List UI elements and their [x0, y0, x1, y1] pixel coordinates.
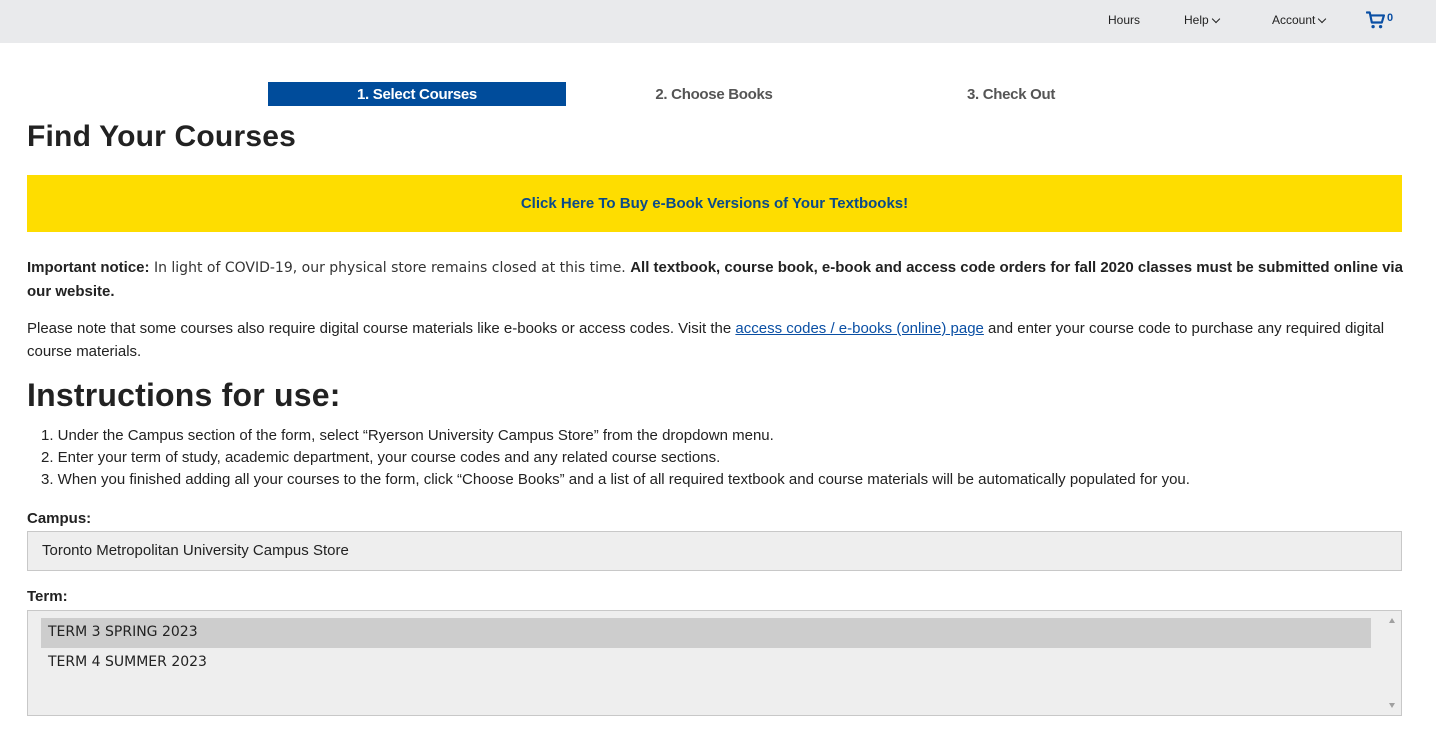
- instruction-item: 2. Enter your term of study, academic department, your course codes and any related course sections.: [41, 449, 721, 466]
- digital-materials-note: [27, 317, 1412, 363]
- scroll-up-arrow-icon[interactable]: [1389, 618, 1395, 623]
- term-option-spring-2023[interactable]: TERM 3 SPRING 2023: [41, 618, 1371, 648]
- account-menu[interactable]: [1272, 13, 1325, 27]
- step-select-courses: 1. Select Courses: [268, 82, 566, 106]
- campus-label: Campus:: [27, 510, 92, 527]
- help-menu[interactable]: [1184, 13, 1219, 27]
- notice-bold-text: All textbook, course book, e-book and access code orders for fall 2020 classes must be submitted online via our website.: [27, 259, 1403, 300]
- cart-button[interactable]: [1366, 10, 1393, 30]
- chevron-down-icon: [1318, 14, 1326, 22]
- cart-count: 0: [1387, 12, 1394, 24]
- ebook-promo-link[interactable]: Click Here To Buy e-Book Versions of Your Textbooks!: [520, 195, 909, 212]
- term-listbox[interactable]: [27, 610, 1402, 716]
- campus-select[interactable]: Toronto Metropolitan University Campus Store: [27, 531, 1402, 571]
- hours-label: Hours: [1108, 13, 1141, 27]
- term-label: Term:: [27, 588, 68, 605]
- instructions-title: Instructions for use:: [27, 377, 341, 413]
- ebook-promo-banner[interactable]: [27, 175, 1402, 232]
- step-check-out: 3. Check Out: [966, 85, 1056, 103]
- covid-notice: [27, 256, 1412, 303]
- page-title: Find Your Courses: [27, 120, 296, 153]
- scroll-down-arrow-icon[interactable]: [1389, 703, 1395, 708]
- instruction-item: 3. When you finished adding all your courses to the form, click “Choose Books” and a list of all required textbook and course materials will be automatically populated for you.: [41, 471, 1190, 488]
- help-label: Help: [1184, 13, 1209, 27]
- access-codes-link[interactable]: access codes / e-books (online) page: [735, 320, 984, 337]
- top-navigation-bar: [0, 0, 1436, 43]
- notice-text: In light of COVID-19, our physical store remains closed at this time.: [149, 260, 631, 276]
- notice-label: Important notice:: [27, 259, 150, 276]
- note-text-after: and enter your course code to purchase any required digital course materials.: [27, 320, 1385, 360]
- term-option-summer-2023[interactable]: TERM 4 SUMMER 2023: [48, 654, 207, 670]
- account-label: Account: [1272, 13, 1316, 27]
- chevron-down-icon: [1211, 14, 1219, 22]
- step-choose-books: 2. Choose Books: [655, 85, 773, 103]
- note-text-before: Please note that some courses also require digital course materials like e-books or access codes. Visit the: [27, 320, 736, 337]
- shopping-cart-icon: [1366, 10, 1386, 30]
- instruction-item: 1. Under the Campus section of the form, select “Ryerson University Campus Store” from the dropdown menu.: [41, 427, 774, 444]
- instructions-list: [41, 425, 1190, 491]
- hours-link[interactable]: [1108, 13, 1140, 27]
- term-scrollbar[interactable]: [1384, 611, 1401, 715]
